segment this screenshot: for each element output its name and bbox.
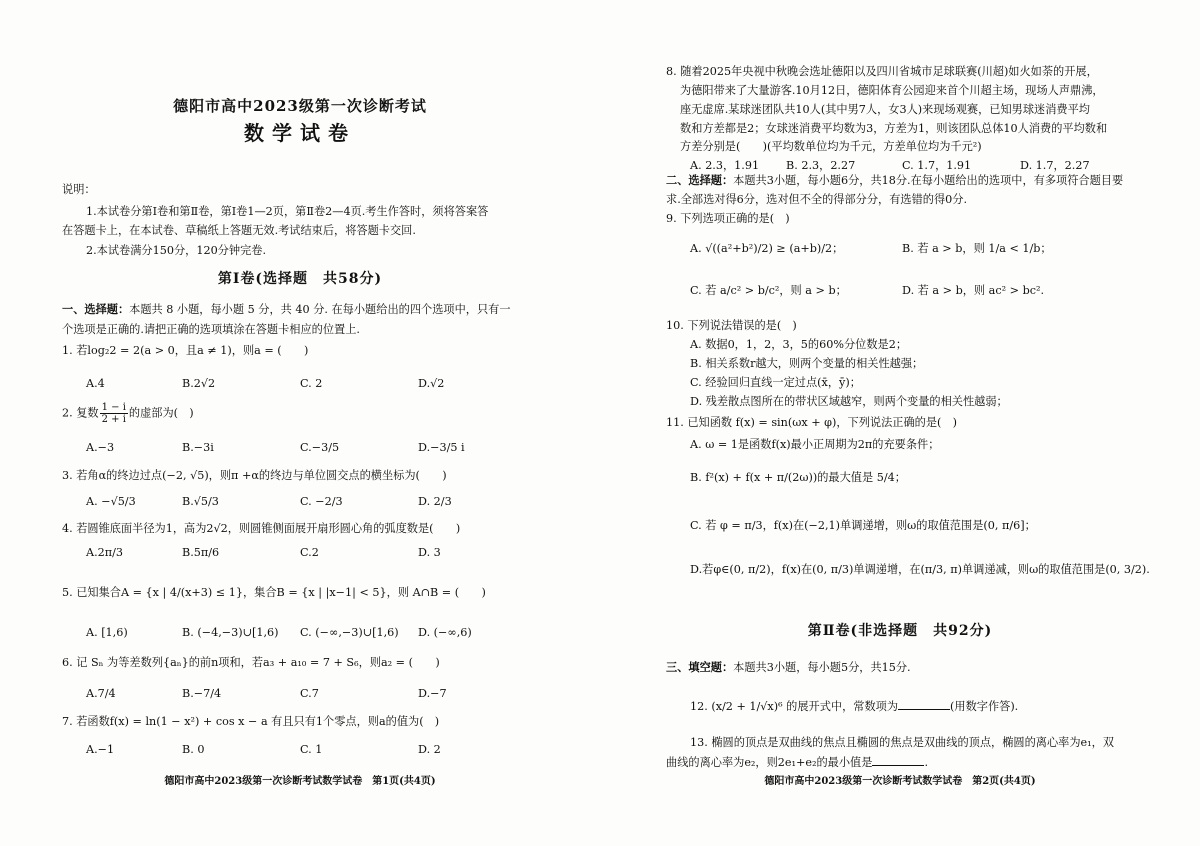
q9-option-a: A. √((a²+b²)/2) ≥ (a+b)/2；	[690, 242, 844, 255]
section-1-intro	[62, 302, 511, 317]
q5-option-c: C. (−∞,−3)∪[1,6)	[300, 626, 399, 639]
q13-text-b: 曲线的离心率为e₂，则2e₁+e₂的最小值是	[666, 756, 873, 769]
part-1-title: 第Ⅰ卷(选择题 共58分)	[217, 271, 383, 287]
q8-option-c: C. 1.7，1.91	[902, 159, 972, 172]
question-11: 11. 已知函数 f(x) = sin(ωx + φ)，下列说法正确的是( )	[666, 416, 957, 429]
q2-option-a: A.−3	[86, 441, 115, 454]
q10-option-a: A. 数据0，1，2，3，5的60%分位数是2；	[690, 338, 908, 351]
q7-option-a: A.−1	[86, 743, 115, 756]
section-2-head: 二、选择题：	[666, 173, 734, 187]
question-9: 9. 下列选项正确的是( )	[666, 212, 790, 225]
q4-option-b: B.5π/6	[182, 546, 220, 559]
q3-option-b: B.√5/3	[182, 495, 219, 508]
question-6: 6. 记 Sₙ 为等差数列{aₙ}的前n项和，若a₃ + a₁₀ = 7 + S₆，则a₂ = ( )	[62, 656, 440, 669]
q4-option-d: D. 3	[418, 546, 441, 559]
exam-title: 德阳市高中2023级第一次诊断考试	[173, 97, 427, 115]
q12-suffix: (用数字作答).	[950, 700, 1019, 713]
q6-option-b: B.−7/4	[182, 687, 222, 700]
q10-option-b: B. 相关系数r越大，则两个变量的相关性越强；	[690, 357, 924, 370]
q1-option-b: B.2√2	[182, 377, 216, 390]
section-3-intro	[666, 660, 911, 675]
section-3-head: 三、填空题：	[666, 660, 734, 674]
page-2-footer: 德阳市高中2023级第一次诊断考试数学试卷 第2页(共4页)	[764, 776, 1036, 787]
q13-line-b	[666, 755, 928, 770]
q12-prefix: 12. (x/2 + 1/√x)⁶ 的展开式中，常数项为	[690, 700, 899, 713]
q4-option-c: C.2	[300, 546, 319, 559]
q6-option-c: C.7	[300, 687, 319, 700]
section-1-head: 一、选择题：	[62, 302, 130, 316]
q3-option-c: C. −2/3	[300, 495, 343, 508]
q8-option-a: A. 2.3，1.91	[690, 159, 760, 172]
q5-option-a: A. [1,6)	[86, 626, 128, 639]
section-2-text-b: 求.全部选对得6分，选对但不全的得部分分，有选错的得0分.	[666, 193, 968, 206]
q9-option-c: C. 若 a/c² > b/c²，则 a > b；	[690, 284, 847, 297]
question-3: 3. 若角α的终边过点(−2, √5)，则π +α的终边与单位圆交点的横坐标为( )	[62, 469, 447, 482]
section-3-text: 本题共3小题，每小题5分，共15分.	[733, 661, 911, 674]
q10-option-d: D. 残差散点图所在的带状区域越窄，则两个变量的相关性越弱；	[690, 395, 1008, 408]
question-5: 5. 已知集合A = {x | 4/(x+3) ≤ 1}，集合B = {x | |x−1| < 5}，则 A∩B = ( )	[62, 586, 486, 599]
notes-label: 说明：	[62, 183, 96, 196]
q13-line-a: 13. 椭圆的顶点是双曲线的焦点且椭圆的焦点是双曲线的顶点，椭圆的离心率为e₁，双	[690, 736, 1115, 749]
q2-fraction	[100, 402, 128, 425]
q2-option-c: C.−3/5	[300, 441, 340, 454]
question-12	[690, 699, 1018, 714]
q2-option-b: B.−3i	[182, 441, 214, 454]
q7-option-b: B. 0	[182, 743, 205, 756]
q2-numerator: 1 − i	[101, 402, 126, 413]
q6-option-d: D.−7	[418, 687, 447, 700]
q1-option-a: A.4	[86, 377, 105, 390]
q1-option-c: C. 2	[300, 377, 323, 390]
note-2: 2.本试卷满分150分，120分钟完卷.	[86, 244, 267, 257]
q8-line-a: 8. 随着2025年央视中秋晚会选址德阳以及四川省城市足球联赛(川超)如火如荼的开展，	[666, 65, 1098, 78]
q11-option-d: D.若φ∈(0, π/2)，f(x)在(0, π/3)单调递增，在(π/3, π)单调递减，则ω的取值范围是(0, 3/2).	[690, 563, 1150, 576]
q9-option-d: D. 若 a > b，则 ac² > bc².	[902, 284, 1045, 297]
q6-option-a: A.7/4	[86, 687, 116, 700]
section-1-text-a: 本题共 8 小题，每小题 5 分，共 40 分. 在每小题给出的四个选项中，只有一	[129, 303, 511, 316]
section-2-text-a: 本题共3小题，每小题6分，共18分.在每小题给出的选项中，有多项符合题目要	[733, 174, 1124, 187]
page-2	[600, 0, 1200, 846]
q8-line-c: 座无虚席.某球迷团队共10人(其中男7人，女3人)来现场观赛，已知男球迷消费平均	[680, 103, 1090, 116]
section-2-intro	[666, 173, 1123, 188]
section-1-text-b: 个选项是正确的.请把正确的选项填涂在答题卡相应的位置上.	[62, 323, 360, 336]
q11-option-a: A. ω = 1是函数f(x)最小正周期为2π的充要条件；	[690, 438, 940, 451]
q5-option-b: B. (−4,−3)∪[1,6)	[182, 626, 279, 639]
note-1b: 在答题卡上，在本试卷、草稿纸上答题无效.考试结束后，将答题卡交回.	[62, 224, 416, 237]
question-1: 1. 若log₂2 = 2(a > 0，且a ≠ 1)，则a = ( )	[62, 344, 309, 357]
note-1a: 1.本试卷分第Ⅰ卷和第Ⅱ卷，第Ⅰ卷1—2页，第Ⅱ卷2—4页.考生作答时，须将答案答	[86, 205, 489, 218]
q13-end: .	[924, 756, 928, 769]
q7-option-c: C. 1	[300, 743, 323, 756]
question-4: 4. 若圆锥底面半径为1，高为2√2，则圆锥侧面展开扇形圆心角的弧度数是( )	[62, 522, 461, 535]
q5-option-d: D. (−∞,6)	[418, 626, 472, 639]
q3-option-d: D. 2/3	[418, 495, 452, 508]
q8-line-b: 为德阳带来了大量游客.10月12日，德阳体育公园迎来首个川超主场，现场人声鼎沸，	[680, 84, 1104, 97]
part-2-title: 第Ⅱ卷(非选择题 共92分)	[807, 623, 993, 639]
q2-denominator: 2 + i	[101, 414, 126, 425]
q8-option-b: B. 2.3，2.27	[786, 159, 856, 172]
q11-option-c: C. 若 φ = π/3，f(x)在(−2,1)单调递增，则ω的取值范围是(0, π/6]；	[690, 519, 1036, 532]
q8-line-e: 方差分别是( )(平均数单位均为千元，方差单位均为千元²)	[680, 140, 982, 153]
page-1-footer: 德阳市高中2023级第一次诊断考试数学试卷 第1页(共4页)	[164, 776, 436, 787]
q3-option-a: A. −√5/3	[86, 495, 136, 508]
q2-option-d: D.−3/5 i	[418, 441, 465, 454]
exam-subtitle: 数学试卷	[244, 121, 356, 145]
q10-option-c: C. 经验回归直线一定过点(x̄，ȳ)；	[690, 376, 861, 389]
q8-line-d: 数和方差都是2；女球迷消费平均数为3，方差为1，则该团队总体10人消费的平均数和	[680, 122, 1108, 135]
q13-answer-blank	[872, 756, 924, 766]
question-2	[62, 402, 194, 425]
q8-option-d: D. 1.7，2.27	[1020, 159, 1090, 172]
q12-answer-blank	[898, 700, 950, 710]
question-10: 10. 下列说法错误的是( )	[666, 319, 797, 332]
q2-prefix: 2. 复数	[62, 406, 99, 420]
question-7: 7. 若函数f(x) = ln(1 − x²) + cos x − a 有且只有1个零点，则a的值为( )	[62, 715, 440, 728]
q4-option-a: A.2π/3	[86, 546, 123, 559]
q9-option-b: B. 若 a > b，则 1/a < 1/b；	[902, 242, 1052, 255]
q11-option-b: B. f²(x) + f(x + π/(2ω))的最大值是 5/4；	[690, 471, 906, 484]
q7-option-d: D. 2	[418, 743, 441, 756]
q1-option-d: D.√2	[418, 377, 445, 390]
q2-suffix: 的虚部为( )	[128, 406, 194, 420]
